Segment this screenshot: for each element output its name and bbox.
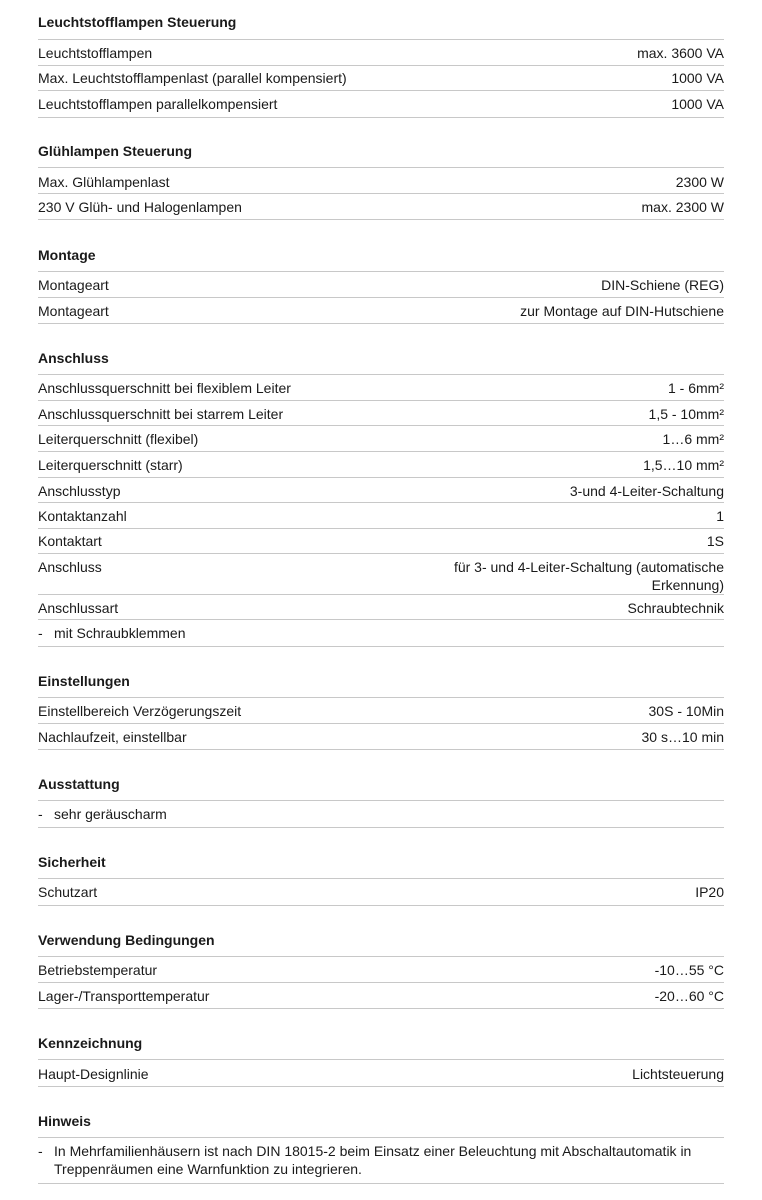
spec-label: Nachlaufzeit, einstellbar [38, 729, 187, 745]
section-title: Hinweis [38, 1113, 91, 1129]
section-title: Ausstattung [38, 776, 120, 792]
divider [38, 878, 724, 879]
section-title: Kennzeichnung [38, 1035, 143, 1051]
list-item-text: sehr geräuscharm [54, 806, 167, 822]
divider [38, 271, 724, 272]
bullet-dash: - [38, 625, 43, 641]
divider [38, 1086, 724, 1087]
spec-value: 1,5…10 mm² [643, 457, 724, 473]
spec-value: 1000 VA [671, 70, 724, 86]
divider [38, 982, 724, 983]
divider [38, 167, 724, 168]
spec-value: IP20 [695, 884, 724, 900]
divider [38, 553, 724, 554]
spec-value: 3-und 4-Leiter-Schaltung [569, 483, 724, 499]
list-item [38, 624, 724, 642]
spec-label: Betriebstemperatur [38, 962, 158, 978]
spec-value: -20…60 °C [654, 988, 724, 1004]
spec-value: 30 s…10 min [641, 729, 724, 745]
section-title: Sicherheit [38, 854, 106, 870]
divider [38, 1008, 724, 1009]
spec-label: Max. Glühlampenlast [38, 174, 170, 190]
divider [38, 323, 724, 324]
divider [38, 193, 724, 194]
list-item [38, 805, 724, 823]
spec-label: Anschlussquerschnitt bei starrem Leiter [38, 406, 284, 422]
spec-value: Schraubtechnik [627, 600, 724, 616]
section-title: Leuchtstofflampen Steuerung [38, 14, 237, 30]
section-title: Verwendung Bedingungen [38, 932, 215, 948]
spec-label: Kontaktart [38, 533, 102, 549]
list-item [38, 1142, 724, 1178]
divider [38, 619, 724, 620]
divider [38, 697, 724, 698]
spec-value: Lichtsteuerung [632, 1066, 724, 1082]
spec-value: max. 2300 W [641, 199, 724, 215]
spec-label: Einstellbereich Verzögerungszeit [38, 703, 242, 719]
divider [38, 646, 724, 647]
spec-label: Leiterquerschnitt (starr) [38, 457, 183, 473]
divider [38, 451, 724, 452]
divider [38, 905, 724, 906]
spec-value: max. 3600 VA [637, 45, 724, 61]
spec-label: Schutzart [38, 884, 98, 900]
divider [38, 528, 724, 529]
bullet-dash: - [38, 806, 43, 822]
section-title: Glühlampen Steuerung [38, 143, 193, 159]
section-title: Anschluss [38, 350, 109, 366]
divider [38, 1183, 724, 1184]
spec-value: 1,5 - 10mm² [648, 406, 724, 422]
spec-label: Max. Leuchtstofflampenlast (parallel kompensiert) [38, 70, 347, 86]
spec-label: Anschlusstyp [38, 483, 121, 499]
spec-value: 30S - 10Min [648, 703, 724, 719]
divider [38, 374, 724, 375]
section-title: Einstellungen [38, 673, 130, 689]
divider [38, 297, 724, 298]
spec-value: 1 - 6mm² [668, 380, 724, 396]
divider [38, 827, 724, 828]
spec-value: 1…6 mm² [662, 431, 724, 447]
divider [38, 400, 724, 401]
spec-label: Haupt-Designlinie [38, 1066, 149, 1082]
spec-label: Anschlussart [38, 600, 119, 616]
spec-value: 1S [706, 533, 724, 549]
spec-label: 230 V Glüh- und Halogenlampen [38, 199, 242, 215]
spec-value: 1000 VA [671, 96, 724, 112]
spec-label: Leiterquerschnitt (flexibel) [38, 431, 199, 447]
divider [38, 956, 724, 957]
divider [38, 1137, 724, 1138]
spec-label: Anschlussquerschnitt bei flexiblem Leiter [38, 380, 291, 396]
divider [38, 723, 724, 724]
section-title: Montage [38, 247, 96, 263]
divider [38, 1059, 724, 1060]
divider [38, 39, 724, 40]
spec-label: Montageart [38, 277, 109, 293]
divider [38, 749, 724, 750]
list-item-text: In Mehrfamilienhäusern ist nach DIN 18015-2 beim Einsatz einer Beleuchtung mit Abschaltautomatik in Treppenräumen eine Warnfunktion zu integrieren. [54, 1143, 692, 1177]
divider [38, 65, 724, 66]
spec-label: Anschluss [38, 559, 102, 575]
spec-label: Montageart [38, 303, 109, 319]
spec-value: -10…55 °C [654, 962, 724, 978]
spec-value: DIN-Schiene (REG) [601, 277, 724, 293]
spec-label: Kontaktanzahl [38, 508, 127, 524]
divider [38, 477, 724, 478]
divider [38, 117, 724, 118]
spec-value: für 3- und 4-Leiter-Schaltung (automatische Erkennung) [453, 559, 724, 593]
spec-label: Lager-/Transporttemperatur [38, 988, 210, 1004]
divider [38, 90, 724, 91]
bullet-dash: - [38, 1143, 43, 1159]
spec-value: 2300 W [675, 174, 724, 190]
divider [38, 425, 724, 426]
list-item-text: mit Schraubklemmen [54, 625, 186, 641]
spec-label: Leuchtstofflampen [38, 45, 153, 61]
divider [38, 800, 724, 801]
spec-label: Leuchtstofflampen parallelkompensiert [38, 96, 278, 112]
divider [38, 502, 724, 503]
spec-value: 1 [716, 508, 724, 524]
divider [38, 219, 724, 220]
spec-value: zur Montage auf DIN-Hutschiene [520, 303, 724, 319]
divider [38, 594, 724, 595]
